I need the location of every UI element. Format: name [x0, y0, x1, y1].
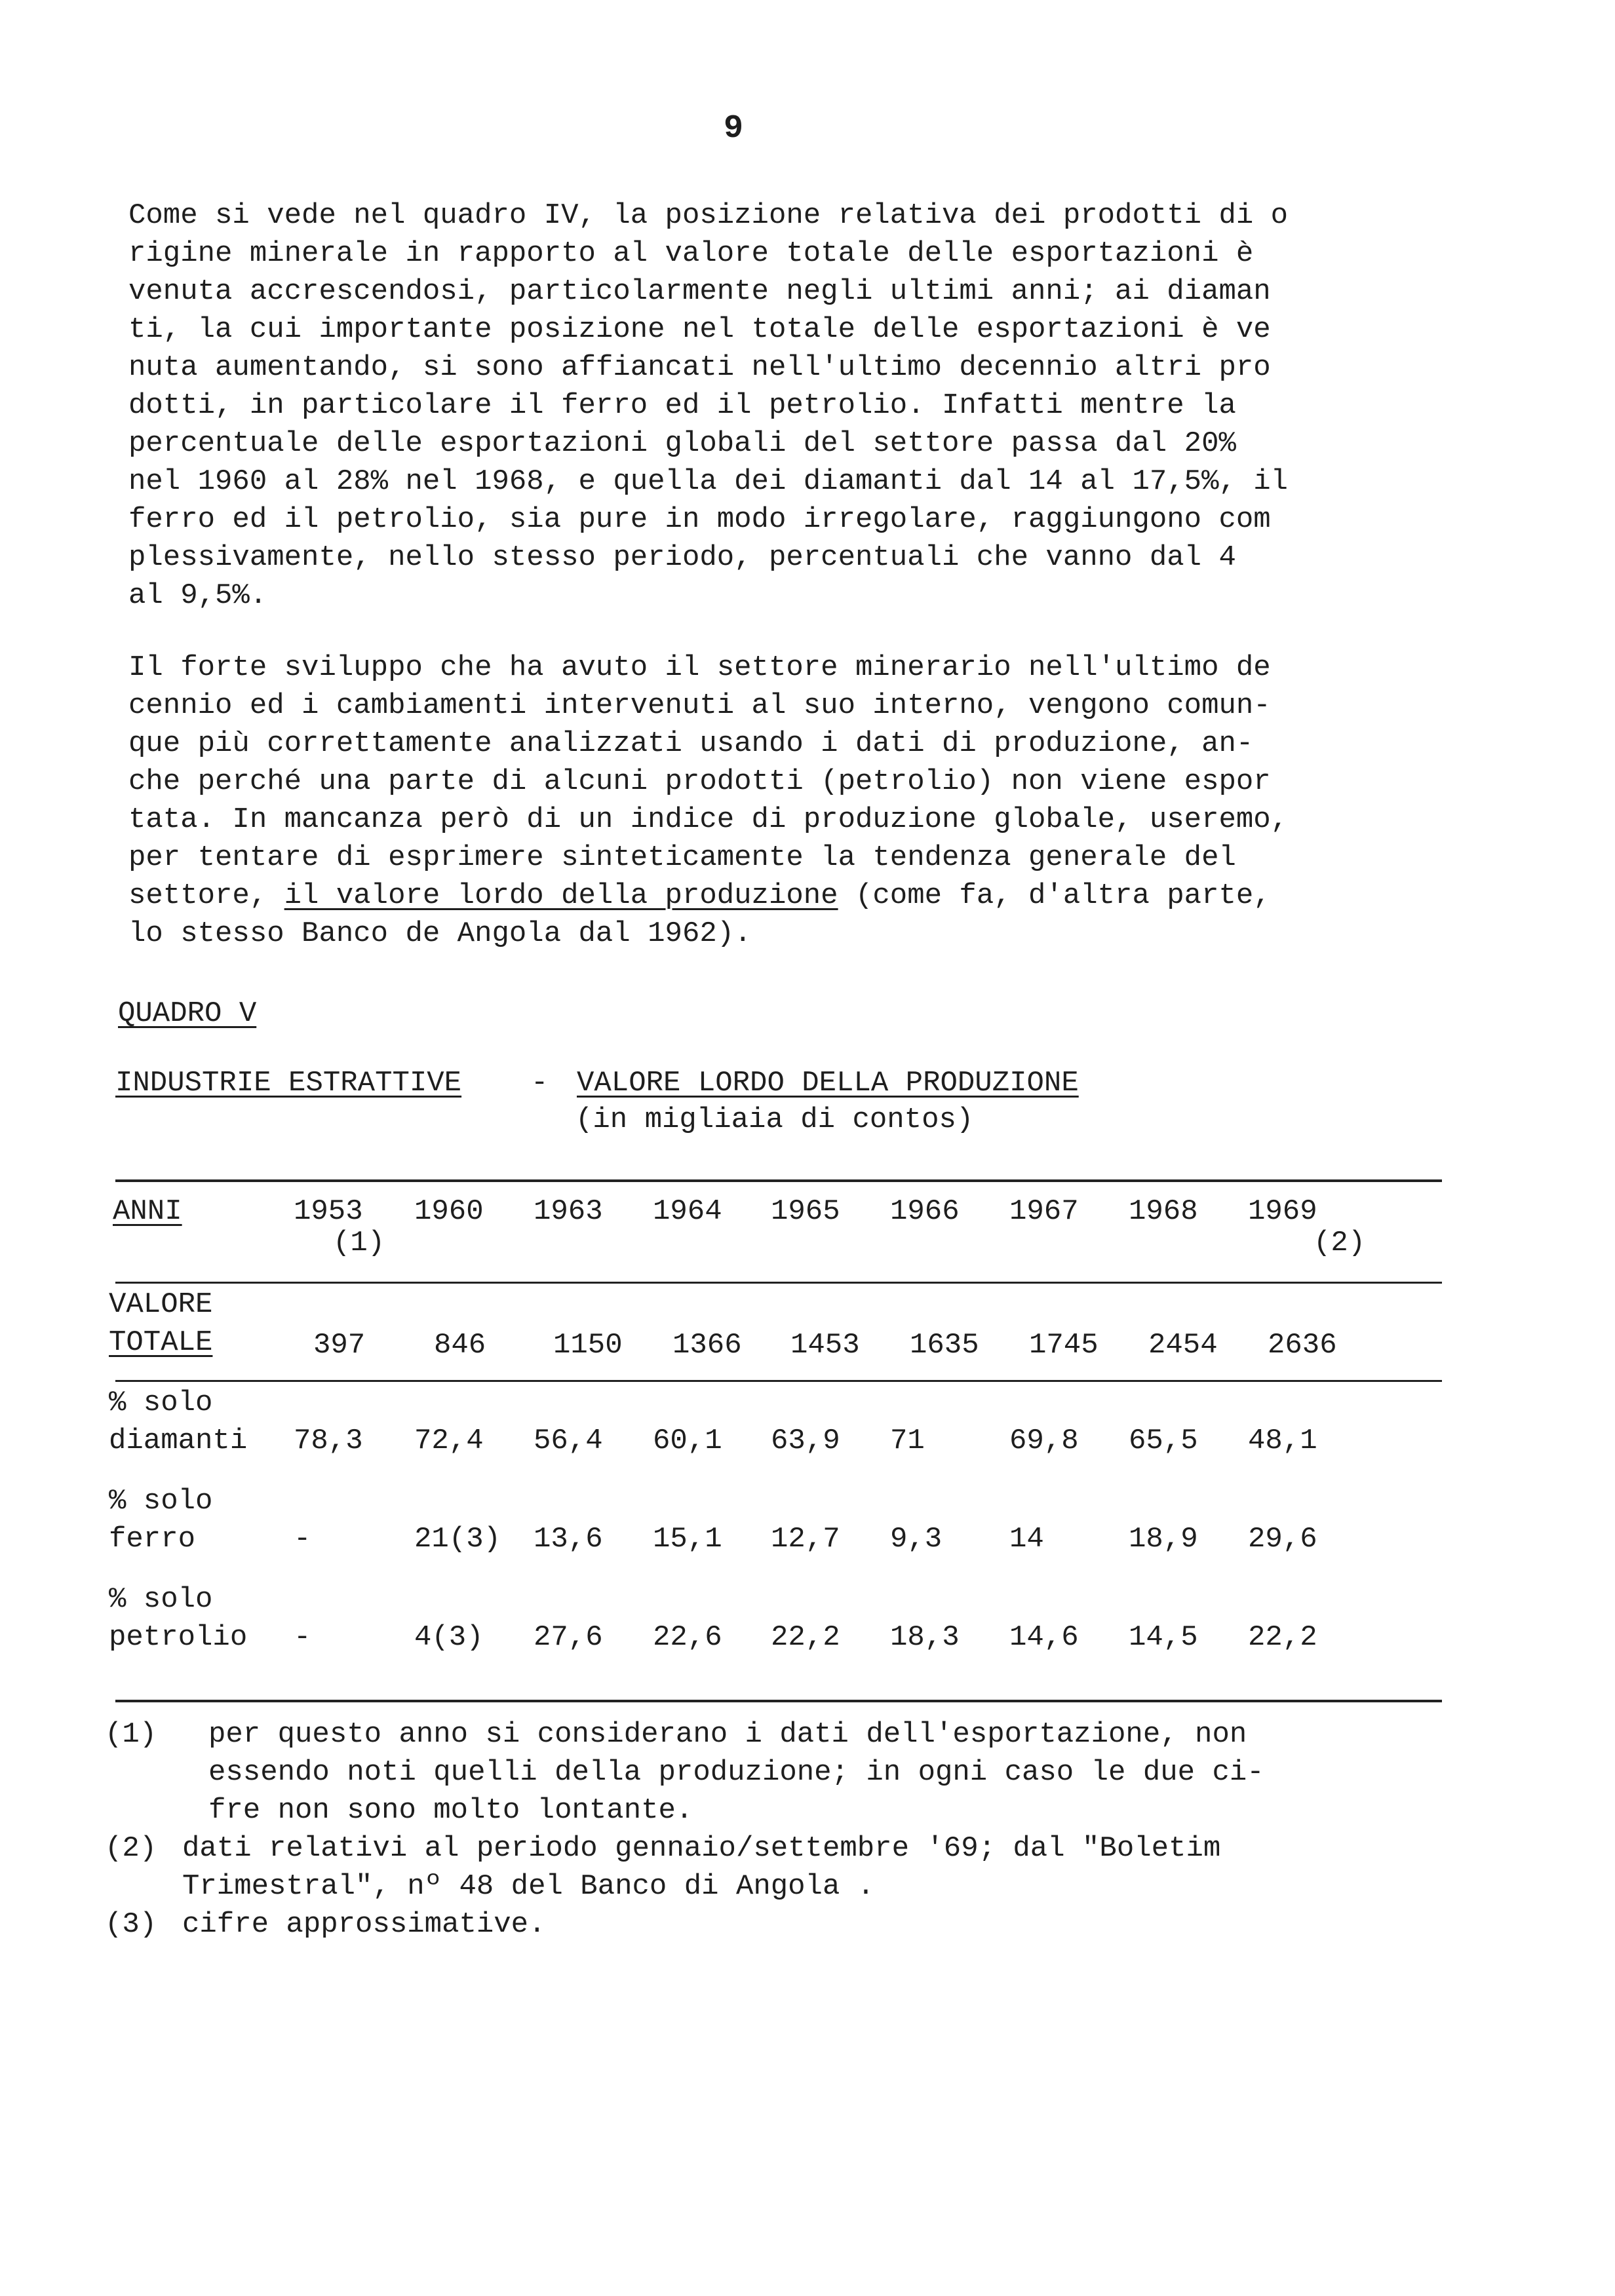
footnote-line: essendo noti quelli della produzione; in ogni caso le due ci- [208, 1756, 1264, 1789]
paragraph-2 [128, 649, 1479, 953]
footnote-continuation [105, 1867, 1481, 1905]
footnote-mark: (2) [105, 1832, 157, 1865]
table-cell: 397 [313, 1329, 366, 1362]
footnote-line: Trimestral", nº 48 del Banco di Angola . [182, 1870, 875, 1903]
year-header: 1968 [1129, 1195, 1198, 1228]
footnote-line: per questo anno si considerano i dati dell'esportazione, non [208, 1718, 1247, 1751]
row-label-line: % solo [109, 1387, 213, 1419]
table-cell: 1745 [1029, 1329, 1099, 1362]
year-header: 1965 [771, 1195, 840, 1228]
table-unit: (in migliaia di contos) [575, 1103, 974, 1136]
text-line: al 9,5%. [128, 579, 267, 612]
table-cell: 22,2 [1248, 1621, 1317, 1654]
year-header: 1953 [294, 1195, 363, 1228]
table-header-label: ANNI [113, 1195, 182, 1228]
table-cell: 14 [1009, 1523, 1044, 1556]
row-label-line: VALORE [109, 1288, 213, 1321]
year-footnote-mark: (1) [333, 1227, 385, 1259]
text-line: lo stesso Banco de Angola dal 1962). [128, 917, 752, 950]
table-cell: 63,9 [771, 1425, 840, 1457]
text-line: venuta accrescendosi, particolarmente negli ultimi anni; ai diaman [128, 275, 1271, 308]
year-header: 1967 [1009, 1195, 1079, 1228]
footnote-continuation [105, 1791, 1481, 1829]
row-label-line: ferro [109, 1523, 196, 1556]
table-cell: 2636 [1268, 1329, 1337, 1362]
table-title-part-2: VALORE LORDO DELLA PRODUZIONE [577, 1067, 1079, 1100]
text-line: ti, la cui importante posizione nel totale delle esportazioni è ve [128, 313, 1271, 346]
table-cell: 846 [434, 1329, 486, 1362]
text-line: plessivamente, nello stesso periodo, percentuali che vanno dal 4 [128, 541, 1236, 574]
table-title-separator: - [531, 1067, 549, 1100]
text-line: Il forte sviluppo che ha avuto il settore minerario nell'ultimo de [128, 651, 1271, 684]
row-label-line: % solo [109, 1583, 213, 1616]
footnote-mark: (1) [105, 1718, 157, 1751]
year-header: 1966 [890, 1195, 960, 1228]
row-label-line: petrolio [109, 1621, 248, 1654]
table-cell: 65,5 [1129, 1425, 1198, 1457]
table-cell: - [294, 1523, 311, 1556]
text-line: dotti, in particolare il ferro ed il petrolio. Infatti mentre la [128, 389, 1236, 422]
year-footnote-mark: (2) [1313, 1227, 1366, 1259]
table-cell: 48,1 [1248, 1425, 1317, 1457]
text-line: nel 1960 al 28% nel 1968, e quella dei diamanti dal 14 al 17,5%, il [128, 465, 1289, 498]
text-line: ferro ed il petrolio, sia pure in modo irregolare, raggiungono com [128, 503, 1271, 536]
table-cell: 1635 [910, 1329, 979, 1362]
table-cell: 14,5 [1129, 1621, 1198, 1654]
text-line: rigine minerale in rapporto al valore totale delle esportazioni è [128, 237, 1254, 270]
row-label-line: diamanti [109, 1425, 248, 1457]
table-cell: 78,3 [294, 1425, 363, 1457]
table-cell: 2454 [1148, 1329, 1218, 1362]
footnote-line: cifre approssimative. [182, 1908, 546, 1941]
table-cell: 9,3 [890, 1523, 943, 1556]
table-cell: 69,8 [1009, 1425, 1079, 1457]
text-line: per tentare di esprimere sinteticamente la tendenza generale del [128, 841, 1236, 874]
year-header: 1963 [534, 1195, 603, 1228]
footnote-line: fre non sono molto lontante. [208, 1794, 693, 1827]
paragraph-1 [128, 197, 1479, 615]
table-cell: 18,9 [1129, 1523, 1198, 1556]
table-cell: 22,6 [653, 1621, 722, 1654]
table-header-rule [115, 1282, 1442, 1284]
table-cell: 71 [890, 1425, 925, 1457]
page-number: 9 [724, 110, 744, 147]
table-cell: 27,6 [534, 1621, 603, 1654]
underlined-phrase: il valore lordo della produzione [284, 879, 838, 912]
table-cell: 1150 [553, 1329, 623, 1362]
row-label-line: TOTALE [109, 1326, 213, 1359]
year-header: 1969 [1248, 1195, 1317, 1228]
footnote-line: dati relativi al periodo gennaio/settembre '69; dal "Boletim [182, 1832, 1221, 1865]
text-segment: settore, [128, 879, 284, 912]
text-line: che perché una parte di alcuni prodotti (petrolio) non viene espor [128, 765, 1271, 798]
table-cell: 4(3) [414, 1621, 484, 1654]
table-top-rule [115, 1179, 1442, 1182]
table-cell: 1366 [672, 1329, 742, 1362]
table-cell: - [294, 1621, 311, 1654]
year-header: 1964 [653, 1195, 722, 1228]
text-line: que più correttamente analizzati usando i dati di produzione, an- [128, 727, 1254, 760]
text-line: tata. In mancanza però di un indice di produzione globale, useremo, [128, 803, 1289, 836]
table-cell: 18,3 [890, 1621, 960, 1654]
table-cell: 29,6 [1248, 1523, 1317, 1556]
table-row-rule [115, 1380, 1442, 1382]
footnotes [105, 1715, 1481, 1943]
text-line [128, 877, 1479, 915]
table-cell: 15,1 [653, 1523, 722, 1556]
footnote-mark: (3) [105, 1908, 157, 1941]
table-cell: 72,4 [414, 1425, 484, 1457]
year-header: 1960 [414, 1195, 484, 1228]
table-label: QUADRO V [118, 997, 257, 1030]
table-cell: 14,6 [1009, 1621, 1079, 1654]
table-cell: 56,4 [534, 1425, 603, 1457]
footnote [105, 1829, 1481, 1867]
table-cell: 21(3) [414, 1523, 501, 1556]
text-line: Come si vede nel quadro IV, la posizione relativa dei prodotti di o [128, 199, 1289, 232]
table-cell: 13,6 [534, 1523, 603, 1556]
table-cell: 22,2 [771, 1621, 840, 1654]
table-bottom-rule [115, 1700, 1442, 1702]
footnote-continuation [105, 1753, 1481, 1791]
footnote [105, 1905, 1481, 1943]
table-cell: 60,1 [653, 1425, 722, 1457]
text-segment: (come fa, d'altra parte, [838, 879, 1271, 912]
table-cell: 1453 [790, 1329, 860, 1362]
footnote [105, 1715, 1481, 1753]
row-label-line: % solo [109, 1485, 213, 1518]
text-line: percentuale delle esportazioni globali del settore passa dal 20% [128, 427, 1236, 460]
table-cell: 12,7 [771, 1523, 840, 1556]
table-title-part-1: INDUSTRIE ESTRATTIVE [115, 1067, 462, 1100]
text-line: nuta aumentando, si sono affiancati nell'ultimo decennio altri pro [128, 351, 1271, 384]
text-line: cennio ed i cambiamenti intervenuti al suo interno, vengono comun- [128, 689, 1271, 722]
